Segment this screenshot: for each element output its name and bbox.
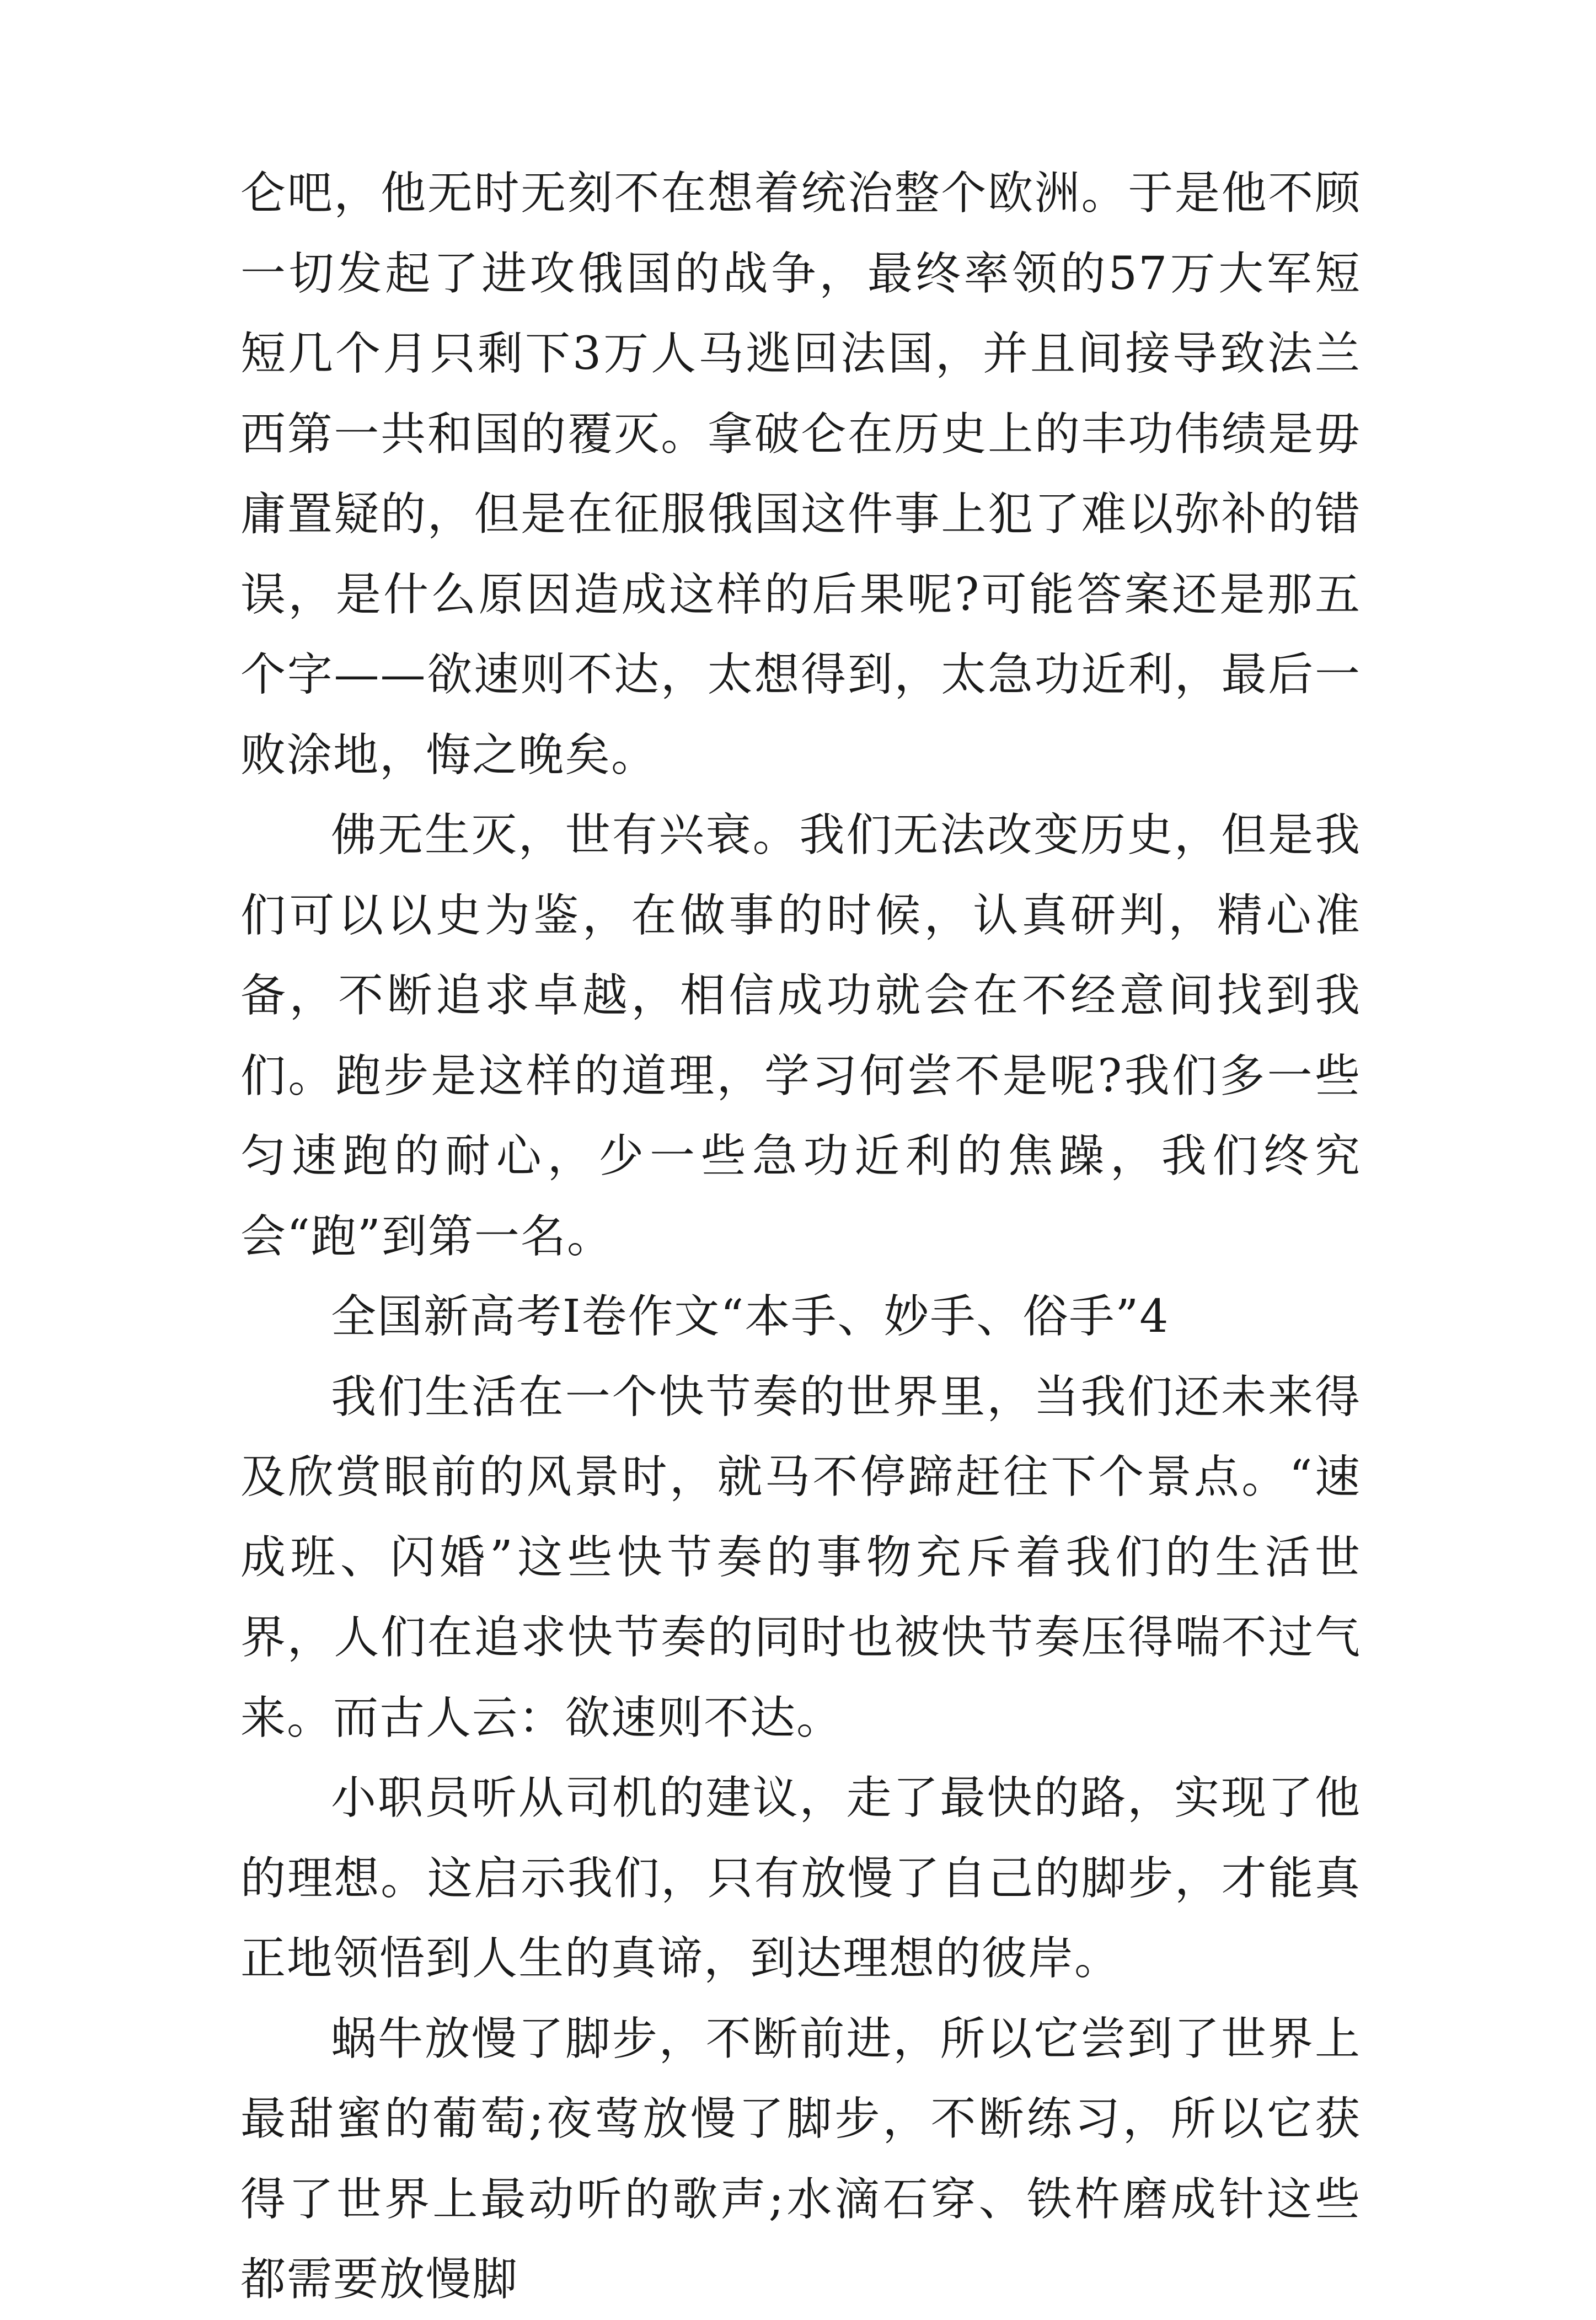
paragraph-snail-nightingale: 蜗牛放慢了脚步，不断前进，所以它尝到了世界上最甜蜜的葡萄;夜莺放慢了脚步，不断练习，所以它获得了世界上最动听的歌声;水滴石穿、铁杵磨成针这些都需要放慢脚: [240, 2012, 1361, 2306]
paragraph-clerk-story: 小职员听从司机的建议，走了最快的路，实现了他的理想。这启示我们，只有放慢了自己的脚步，才能真正地领悟到人生的真谛，到达理想的彼岸。: [240, 1772, 1361, 1985]
essay-heading: 全国新高考Ⅰ卷作文“本手、妙手、俗手”4: [331, 1290, 1170, 1343]
paragraph-napoleon-continued: 仑吧，他无时无刻不在想着统治整个欧洲。于是他不顾一切发起了进攻俄国的战争，最终率领的57万大军短短几个月只剩下3万人马逃回法国，并且间接导致法兰西第一共和国的覆灭。拿破仑在历史上的丰功伟绩是毋庸置疑的，但是在征服俄国这件事上犯了难以弥补的错误，是什么原因造成这样的后果呢?可能答案还是那五个字——欲速则不达，太想得到，太急功近利，最后一败涂地，悔之晚矣。: [240, 167, 1361, 781]
document-body: [240, 153, 1361, 2320]
paragraph-fast-paced-world: 我们生活在一个快节奏的世界里，当我们还未来得及欣赏眼前的风景时，就马不停蹄赶往下个景点。“速成班、闪婚”这些快节奏的事物充斥着我们的生活世界，人们在追求快节奏的同时也被快节奏压得喘不过气来。而古人云：欲速则不达。: [240, 1370, 1361, 1744]
paragraph-history-lesson: 佛无生灭，世有兴衰。我们无法改变历史，但是我们可以以史为鉴，在做事的时候，认真研判，精心准备，不断追求卓越，相信成功就会在不经意间找到我们。跑步是这样的道理，学习何尝不是呢?我们多一些匀速跑的耐心，少一些急功近利的焦躁，我们终究会“跑”到第一名。: [240, 809, 1361, 1263]
